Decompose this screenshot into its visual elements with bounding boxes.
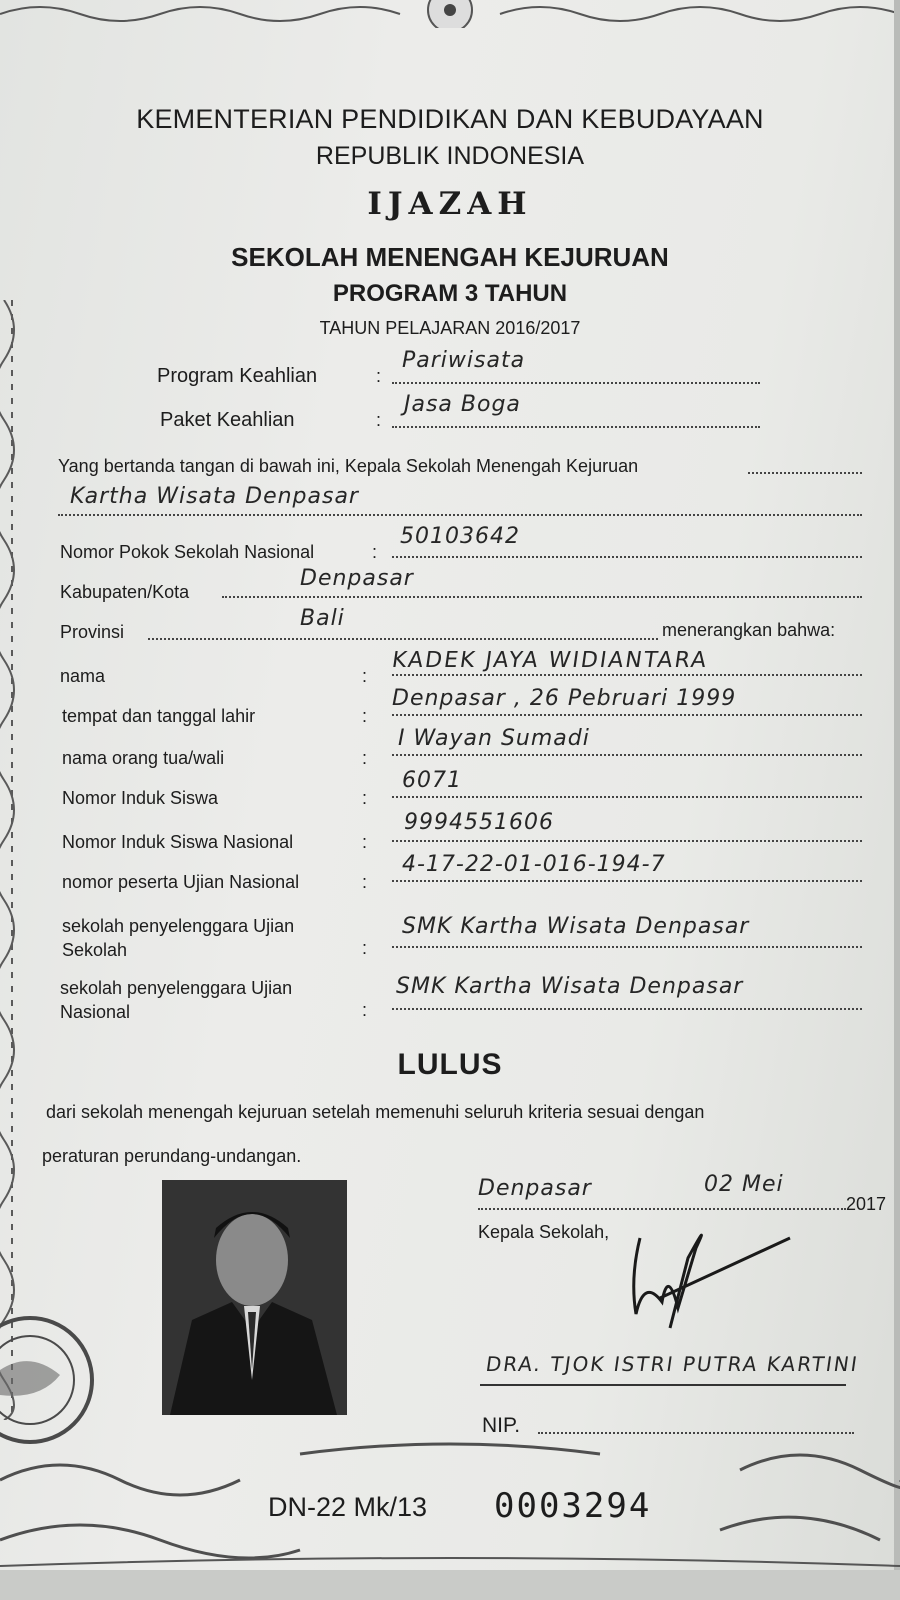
dotted-line: [392, 426, 760, 428]
result-statement-line2: peraturan perundang-undangan.: [42, 1146, 302, 1166]
ornamental-border-right: [878, 0, 900, 1600]
dotted-line: [478, 1208, 846, 1210]
dotted-line: [392, 714, 862, 716]
nisn-value: 9994551606: [404, 810, 554, 835]
colon: :: [362, 872, 368, 892]
nama-label: nama: [60, 666, 106, 686]
colon: :: [362, 706, 368, 726]
academic-year: TAHUN PELAJARAN 2016/2017: [319, 318, 581, 338]
dotted-line: [392, 1008, 862, 1010]
no-peserta-value: 4-17-22-01-016-194-7: [402, 852, 666, 877]
colon: :: [362, 1000, 368, 1020]
name-underline: [480, 1384, 846, 1386]
signature-title: Kepala Sekolah,: [478, 1222, 610, 1242]
colon: :: [362, 666, 368, 686]
dotted-line: [222, 596, 862, 598]
serial-prefix: DN-22 Mk/13: [268, 1492, 428, 1522]
serial-number: 0003294: [494, 1486, 652, 1526]
result-status: LULUS: [397, 1048, 503, 1081]
colon: :: [362, 748, 368, 768]
dotted-line: [392, 382, 760, 384]
colon: :: [372, 542, 378, 562]
ornamental-border-top: [0, 0, 900, 28]
paket-keahlian-label: Paket Keahlian: [160, 409, 295, 431]
headmaster-name: DRA. TJOK ISTRI PUTRA KARTINI: [484, 1352, 861, 1376]
dotted-line: [58, 514, 862, 516]
ortu-label: nama orang tua/wali: [62, 748, 225, 768]
kabupaten-label: Kabupaten/Kota: [60, 582, 190, 602]
kabupaten-value: Denpasar: [300, 566, 414, 591]
document-title: IJAZAH: [367, 186, 533, 222]
school-name-value: Kartha Wisata Denpasar: [70, 484, 359, 509]
dotted-line: [748, 472, 862, 474]
nip-label: NIP.: [482, 1414, 521, 1437]
paket-keahlian-value: Jasa Boga: [404, 392, 521, 417]
dotted-line: [538, 1432, 854, 1434]
penyelenggara-un-value: SMK Kartha Wisata Denpasar: [396, 974, 744, 999]
republic-heading: REPUBLIK INDONESIA: [315, 142, 585, 170]
dotted-line: [392, 880, 862, 882]
nama-value: KADEK JAYA WIDIANTARA: [390, 648, 710, 673]
ttl-value: Denpasar , 26 Pebruari 1999: [392, 686, 737, 711]
no-peserta-label: nomor peserta Ujian Nasional: [62, 872, 300, 892]
penyelenggara-us-value: SMK Kartha Wisata Denpasar: [402, 914, 750, 939]
provinsi-value: Bali: [300, 606, 345, 631]
penyelenggara-un-label-line2: Nasional: [60, 1002, 131, 1022]
npsn-value: 50103642: [400, 524, 520, 549]
colon: :: [362, 788, 368, 808]
ortu-value: I Wayan Sumadi: [398, 726, 590, 751]
result-statement-line1: dari sekolah menengah kejuruan setelah memenuhi seluruh kriteria sesuai dengan: [46, 1102, 705, 1122]
nisn-label: Nomor Induk Siswa Nasional: [62, 832, 294, 852]
dotted-line: [148, 638, 658, 640]
npsn-label: Nomor Pokok Sekolah Nasional: [60, 542, 315, 562]
school-type-heading: SEKOLAH MENENGAH KEJURUAN: [231, 242, 669, 272]
ornamental-border-left: [0, 300, 28, 1420]
dotted-line: [392, 556, 862, 558]
colon: :: [362, 938, 368, 958]
nis-value: 6071: [402, 768, 462, 793]
ttl-label: tempat dan tanggal lahir: [62, 706, 256, 726]
signature-date: 02 Mei: [704, 1172, 784, 1197]
program-keahlian-label: Program Keahlian: [157, 365, 318, 387]
signature-place: Denpasar: [478, 1176, 592, 1201]
ministry-heading: KEMENTERIAN PENDIDIKAN DAN KEBUDAYAAN: [136, 104, 764, 134]
dotted-line: [392, 946, 862, 948]
ornamental-border-bottom: [0, 1440, 900, 1600]
colon: :: [376, 366, 382, 386]
signer-intro-text: Yang bertanda tangan di bawah ini, Kepala Sekolah Menengah Kejuruan: [58, 456, 639, 476]
provinsi-label: Provinsi: [60, 622, 125, 642]
headmaster-signature: [600, 1218, 800, 1338]
colon: :: [376, 410, 382, 430]
student-photo: [162, 1180, 347, 1415]
program-heading: PROGRAM 3 TAHUN: [332, 280, 568, 307]
dotted-line: [392, 754, 862, 756]
nis-label: Nomor Induk Siswa: [62, 788, 219, 808]
penyelenggara-un-label-line1: sekolah penyelenggara Ujian: [60, 978, 293, 998]
school-stamp-seal: [0, 1300, 120, 1450]
program-keahlian-value: Pariwisata: [402, 348, 526, 373]
dotted-line: [392, 840, 862, 842]
menerangkan-text: menerangkan bahwa:: [662, 620, 836, 640]
signature-year: 2017: [846, 1194, 887, 1214]
dotted-line: [392, 674, 862, 676]
penyelenggara-us-label-line1: sekolah penyelenggara Ujian: [62, 916, 295, 936]
penyelenggara-us-label-line2: Sekolah: [62, 940, 128, 960]
dotted-line: [392, 796, 862, 798]
colon: :: [362, 832, 368, 852]
